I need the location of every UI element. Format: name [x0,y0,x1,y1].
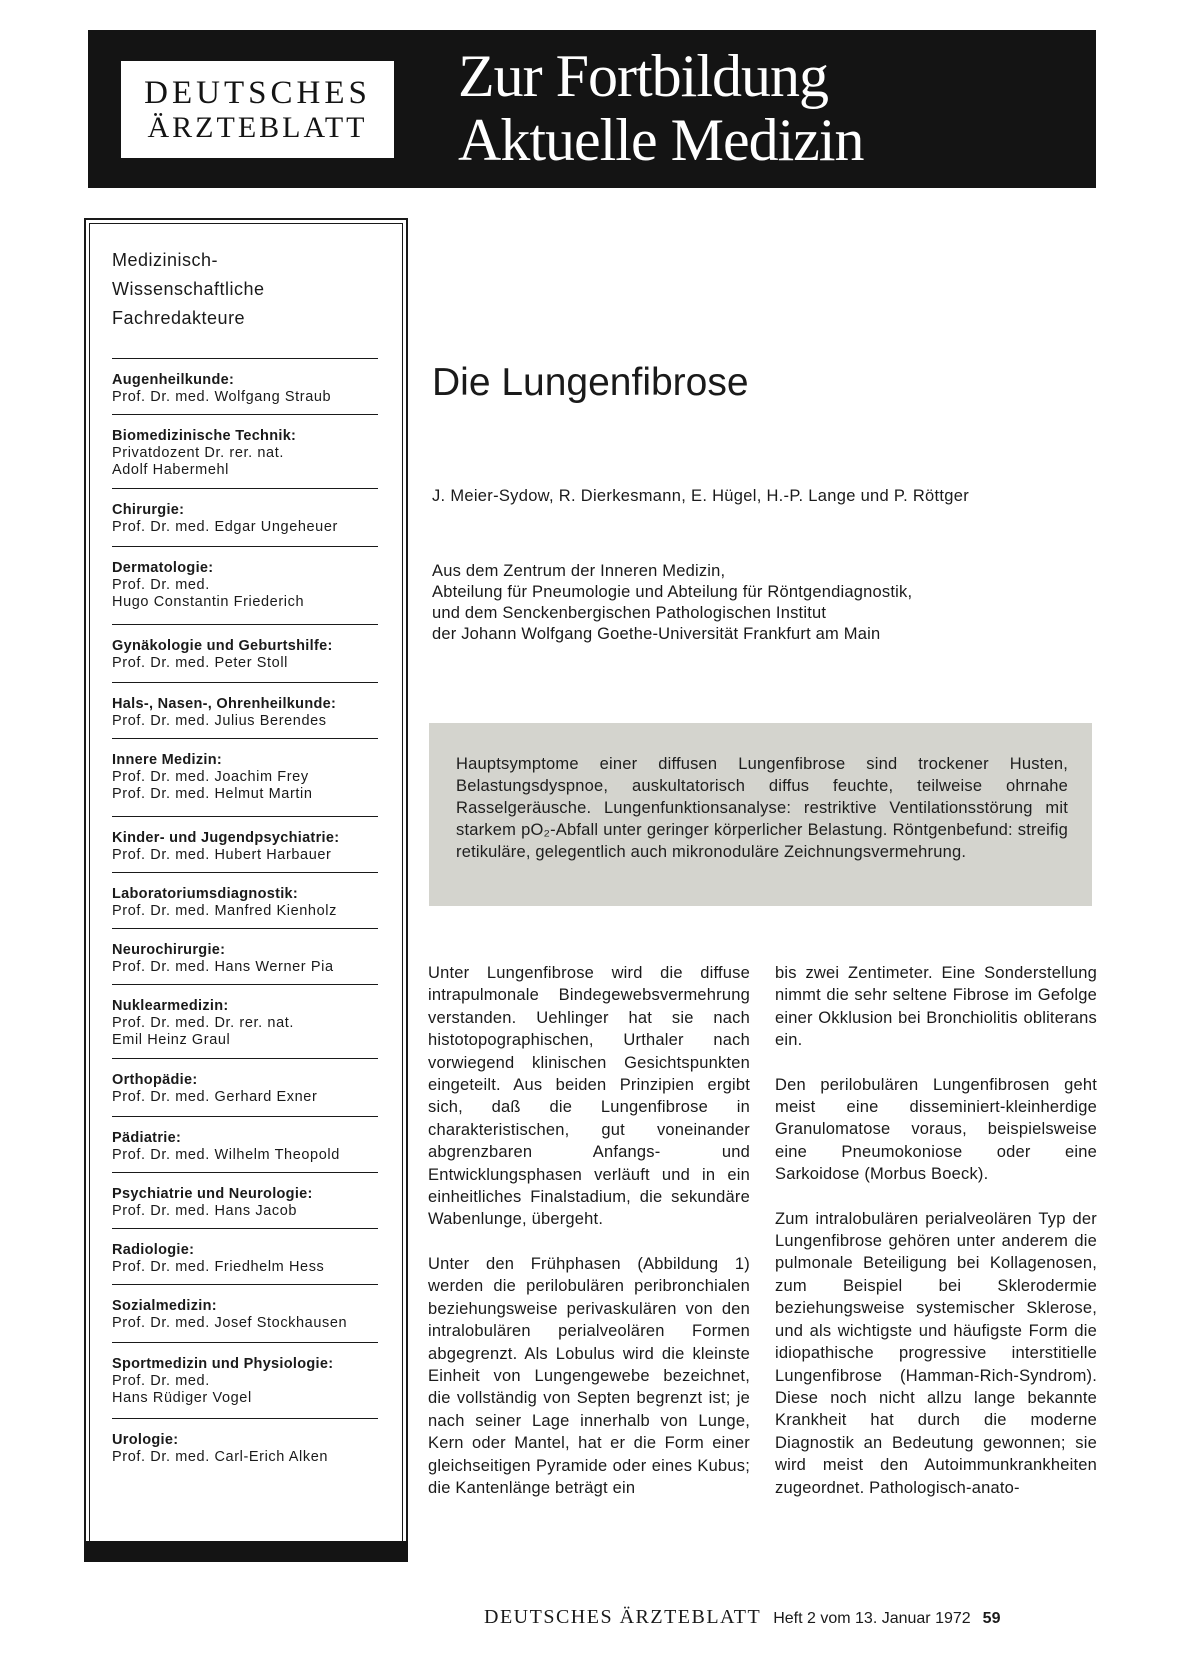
sidebar-entry [112,886,388,920]
department-name: Urologie: [112,1432,179,1448]
affiliation-line: Aus dem Zentrum der Inneren Medizin, [432,562,726,580]
department-name: Orthopädie: [112,1072,198,1088]
sidebar-entry [112,830,388,864]
article-authors: J. Meier-Sydow, R. Dierkesmann, E. Hügel, H.-P. Lange und P. Röttger [432,487,970,505]
editor-name: Prof. Dr. med. Edgar Ungeheuer [112,519,338,535]
editor-name: Hans Rüdiger Vogel [112,1390,252,1406]
editor-name: Hugo Constantin Friederich [112,594,305,610]
sidebar-divider [112,546,378,547]
sidebar-divider [112,488,378,489]
article-title: Die Lungenfibrose [432,361,749,404]
sidebar-entry [112,1130,388,1164]
sidebar-divider [112,872,378,873]
section-title-line-2: Aktuelle Medizin [458,107,864,173]
body-paragraph: Den perilobulären Lungenfibrosen geht meist eine disseminiert-kleinherdige Granulomatose voraus, beispielsweise eine Pneumokoniose oder eine Sarkoidose (Morbus Boeck). [775,1075,1097,1184]
editor-name: Prof. Dr. med. [112,577,210,593]
department-name: Gynäkologie und Geburtshilfe: [112,638,333,654]
editor-name: Prof. Dr. med. Josef Stockhausen [112,1315,348,1331]
editor-name: Prof. Dr. med. Carl-Erich Alken [112,1449,329,1465]
editor-name: Prof. Dr. med. Wolfgang Straub [112,389,332,405]
editor-name: Privatdozent Dr. rer. nat. [112,445,284,461]
sidebar-divider [112,1228,378,1229]
editor-name: Prof. Dr. med. Hans Werner Pia [112,959,334,975]
sidebar-divider [112,358,378,359]
editor-name: Prof. Dr. med. Julius Berendes [112,713,327,729]
department-name: Neurochirurgie: [112,942,226,958]
sidebar-entry [112,942,388,976]
sidebar-heading [112,246,392,333]
sidebar-entry [112,1432,388,1466]
department-name: Sozialmedizin: [112,1298,217,1314]
sidebar-divider [112,1058,378,1059]
sidebar-divider [112,1284,378,1285]
editor-name: Prof. Dr. med. Wilhelm Theopold [112,1147,340,1163]
body-paragraph: bis zwei Zentimeter. Eine Sonderstellung nimmt die sehr seltene Fibrose im Gefolge einer Okklusion bei Bronchiolitis obliterans ein. [775,964,1097,1050]
footer-journal: DEUTSCHES ÄRZTEBLATT [484,1606,762,1628]
sidebar-heading-line: Medizinisch- [112,250,219,270]
sidebar-divider [112,1342,378,1343]
sidebar-entry [112,560,388,611]
sidebar-divider [112,414,378,415]
logo-line-1: DEUTSCHES [144,75,371,111]
editor-name: Prof. Dr. med. Gerhard Exner [112,1089,318,1105]
sidebar-heading-line: Fachredakteure [112,308,246,328]
editor-name: Prof. Dr. med. Peter Stoll [112,655,288,671]
sidebar-entry [112,1356,388,1407]
affiliation-line: der Johann Wolfgang Goethe-Universität Frankfurt am Main [432,625,881,643]
sidebar-divider [112,682,378,683]
affiliation-line: Abteilung für Pneumologie und Abteilung für Röntgendiagnostik, [432,583,913,601]
sidebar-divider [112,738,378,739]
editor-name: Prof. Dr. med. [112,1373,210,1389]
editor-name: Emil Heinz Graul [112,1032,231,1048]
department-name: Chirurgie: [112,502,185,518]
department-name: Nuklearmedizin: [112,998,229,1014]
editor-name: Prof. Dr. med. Manfred Kienholz [112,903,337,919]
sidebar-divider [112,928,378,929]
sidebar-entry [112,696,388,730]
body-paragraph: Unter Lungenfibrose wird die diffuse intrapulmonale Bindegewebsvermehrung verstanden. Uehlinger hat sie nach histotopographischen, Urthaler nach vorwiegend klinischen Gesichtspunkten eingeteilt. Aus beiden Prinzipien ergibt sich, daß die Lungenfibrose in charakteristischen, gut voneinander abgrenzbaren Anfangs- und Entwicklungsphasen verläuft und in ein einheitliches Finalstadium, die sekundäre Wabenlunge, übergeht. [428,964,750,1229]
editor-name: Prof. Dr. med. Friedhelm Hess [112,1259,325,1275]
department-name: Dermatologie: [112,560,214,576]
page-footer [484,1606,1090,1629]
sidebar-divider [112,1418,378,1419]
sidebar-divider [112,1116,378,1117]
sidebar-heading-line: Wissenschaftliche [112,279,265,299]
sidebar-entry [112,502,388,536]
sidebar-entry [112,372,388,406]
department-name: Laboratoriumsdiagnostik: [112,886,299,902]
abstract-text: Hauptsymptome einer diffusen Lungenfibrose sind trockener Husten, Belastungsdyspnoe, auskultatorisch diffus feuchte, teilweise ohrnahe Rasselgeräusche. Lungenfunktionsanalyse: restriktive Ventilationsstörung mit starkem pO₂-Abfall unter geringer körperlicher Belastung. Röntgenbefund: streifig retikuläre, gelegentlich auch mikronoduläre Zeichnungsvermehrung. [456,755,1068,861]
sidebar-divider [112,816,378,817]
department-name: Radiologie: [112,1242,195,1258]
journal-logo [118,58,397,161]
body-paragraph: Zum intralobulären perialveolären Typ der Lungenfibrose gehören unter anderem die pulmonale Beteiligung bei Kollagenosen, zum Beispiel bei Sklerodermie beziehungsweise systemischer Sklerose, und als wichtigste und häufigste Form die idiopathische progressive interstitielle Lungenfibrose (Hamman-Rich-Syndrom). Diese noch nicht allzu lange bekannte Krankheit hat durch die moderne Diagnostik an Bedeutung gewonnen; sie wird meist den Autoimmunkrankheiten zugeordnet. Pathologisch-anato- [775,1209,1097,1497]
editor-name: Prof. Dr. med. Hans Jacob [112,1203,298,1219]
editor-name: Adolf Habermehl [112,462,229,478]
sidebar-entry [112,1298,388,1332]
department-name: Sportmedizin und Physiologie: [112,1356,334,1372]
sidebar-divider [112,1172,378,1173]
sidebar-entry [112,1242,388,1276]
footer-issue: Heft 2 vom 13. Januar 1972 [773,1610,971,1627]
page-number: 59 [982,1610,1001,1627]
sidebar-entry [112,428,388,479]
editor-name: Prof. Dr. med. Joachim Frey [112,769,309,785]
editor-name: Prof. Dr. med. Dr. rer. nat. [112,1015,294,1031]
department-name: Pädiatrie: [112,1130,182,1146]
sidebar-entry [112,638,388,672]
department-name: Psychiatrie und Neurologie: [112,1186,313,1202]
sidebar-entry [112,752,388,803]
sidebar-entry [112,1072,388,1106]
sidebar-divider [112,984,378,985]
body-paragraph: Unter den Frühphasen (Abbildung 1) werden die perilobulären peribronchialen beziehungsweise perivaskulären von den intralobulären perialveolären Formen abgegrenzt. Als Lobulus wird die kleinste Einheit von Lungengewebe bezeichnet, die vollständig von Septen begrenzt ist; je nach seiner Lage innerhalb von Lunge, Kern oder Mantel, hat er die Form einer gleichseitigen Pyramide oder eines Kubus; die Kantenlänge beträgt ein [428,1254,750,1497]
sidebar-footer-bar [84,1541,408,1562]
department-name: Innere Medizin: [112,752,223,768]
department-name: Hals-, Nasen-, Ohrenheilkunde: [112,696,337,712]
sidebar-divider [112,624,378,625]
department-name: Augenheilkunde: [112,372,235,388]
editor-name: Prof. Dr. med. Hubert Harbauer [112,847,332,863]
section-title-line-1: Zur Fortbildung [458,43,828,109]
affiliation-line: und dem Senckenbergischen Pathologischen Institut [432,604,827,622]
article-affiliation [432,561,1072,645]
editor-name: Prof. Dr. med. Helmut Martin [112,786,313,802]
sidebar-entry [112,1186,388,1220]
logo-line-2: ÄRZTEBLATT [147,111,368,144]
department-name: Biomedizinische Technik: [112,428,297,444]
department-name: Kinder- und Jugendpsychiatrie: [112,830,340,846]
body-column-1 [428,962,750,1521]
body-column-2 [775,962,1097,1521]
sidebar-entry [112,998,388,1049]
